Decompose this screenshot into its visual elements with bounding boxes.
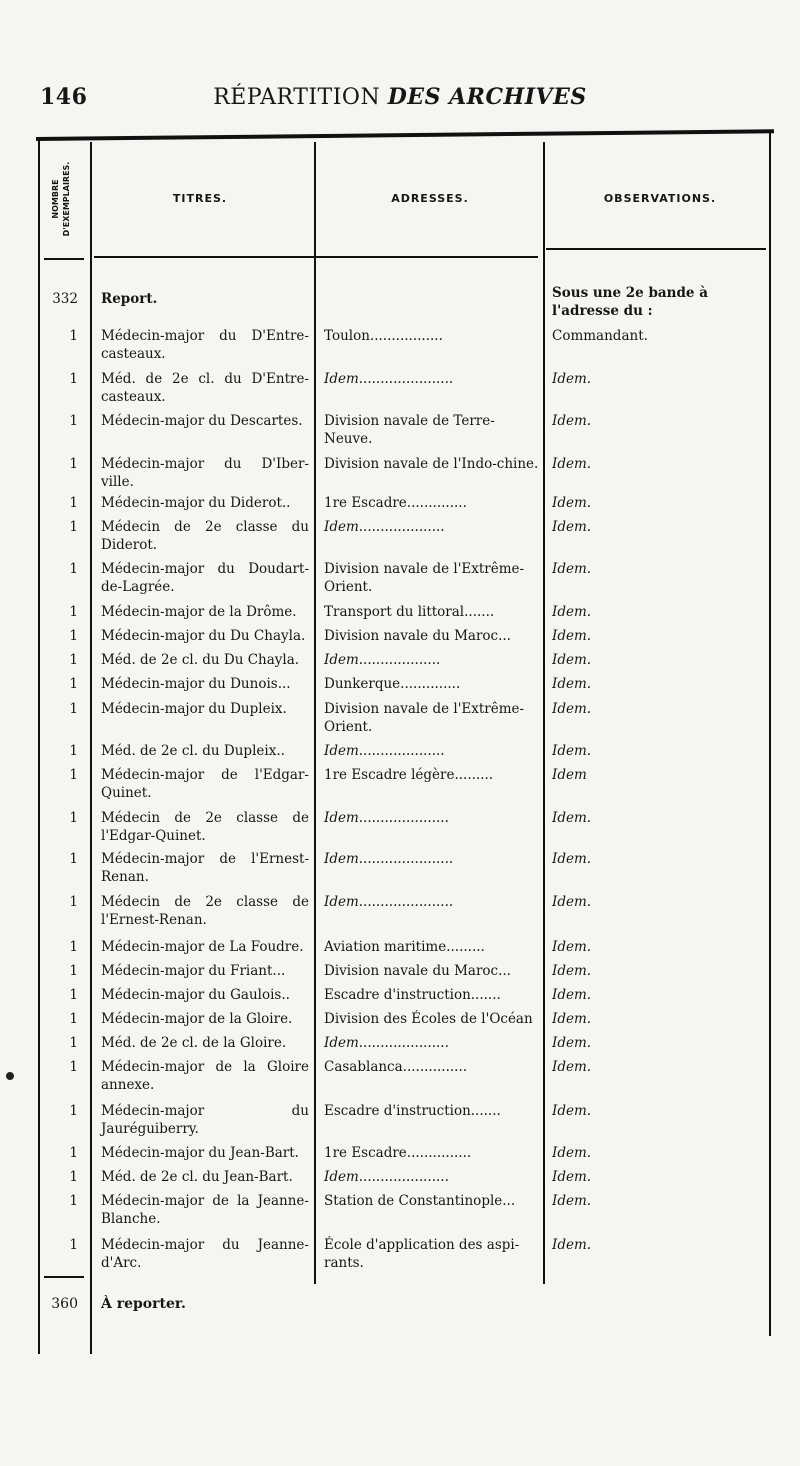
entry-title: Médecin de 2e classe du Diderot. [101, 519, 309, 553]
entry-address: Division navale de l'Indo-chine. [324, 456, 539, 472]
header-rule-main [94, 256, 538, 258]
entry-observation: Idem. [552, 371, 592, 387]
entry-count: 1 [69, 652, 78, 668]
entry-observation: Idem. [552, 851, 592, 867]
entry-title: Médecin-major du Jean-Bart. [101, 1145, 299, 1161]
entry-title: Médecin de 2e classe de l'Ernest-Renan. [101, 894, 309, 928]
entry-count: 1 [69, 413, 78, 429]
ink-spot [6, 1072, 14, 1080]
entry-count: 1 [69, 963, 78, 979]
entry-address: Idem................... [324, 652, 441, 668]
entry-title: Médecin-major du Dupleix. [101, 701, 287, 717]
entry-count: 1 [69, 561, 78, 577]
entry-address: Division navale du Maroc... [324, 963, 511, 979]
entry-count: 1 [69, 851, 78, 867]
entry-address: 1re Escadre............... [324, 1145, 472, 1161]
entry-title: Médecin-major de la Drôme. [101, 604, 297, 620]
entry-title: Médecin-major du Diderot.. [101, 495, 291, 511]
entry-observation: Idem. [552, 1103, 592, 1119]
entry-observation: Idem. [552, 701, 592, 717]
entry-address: Escadre d'instruction....... [324, 987, 501, 1003]
entry-title: Méd. de 2e cl. du Du Chayla. [101, 652, 300, 668]
entry-address: Idem...................... [324, 894, 454, 910]
entry-count: 1 [69, 1237, 78, 1253]
entry-address: Transport du littoral....... [324, 604, 495, 620]
entry-title: Médecin-major de la Jeanne-Blanche. [101, 1193, 309, 1227]
entry-title: Médecin-major de La Foudre. [101, 939, 304, 955]
entry-address: Dunkerque.............. [324, 676, 461, 692]
col-rule-titles [314, 142, 316, 1284]
entry-address: 1re Escadre légère......... [324, 767, 494, 783]
entry-title: Médecin-major du Du Chayla. [101, 628, 306, 644]
entry-title: Médecin-major de l'Edgar-Quinet. [101, 767, 309, 801]
entry-count: 1 [69, 894, 78, 910]
entry-observation: Idem. [552, 676, 592, 692]
header-rule-obs [546, 248, 766, 250]
entry-observation: Idem. [552, 519, 592, 535]
entry-observation: Idem. [552, 561, 592, 577]
entry-count: 1 [69, 1103, 78, 1119]
entry-title: Médecin-major du Descartes. [101, 413, 303, 429]
report-observation: Sous une 2e bande à l'adresse du : [552, 285, 708, 319]
entry-observation: Idem. [552, 810, 592, 826]
entry-address: École d'application des aspi-rants. [324, 1237, 520, 1271]
entry-address: Division navale de l'Extrême-Orient. [324, 701, 525, 735]
entry-observation: Idem [552, 767, 587, 783]
entry-count: 1 [69, 1011, 78, 1027]
entry-count: 1 [69, 1145, 78, 1161]
entry-address: Division navale du Maroc... [324, 628, 511, 644]
entry-count: 1 [69, 743, 78, 759]
entry-address: Division navale de l'Extrême-Orient. [324, 561, 525, 595]
entry-address: Idem..................... [324, 1035, 449, 1051]
entry-observation: Idem. [552, 743, 592, 759]
col-rule-count [90, 142, 92, 1354]
entry-observation: Idem. [552, 604, 592, 620]
entry-count: 1 [69, 1059, 78, 1075]
entry-title: Médecin-major du Jeanne-d'Arc. [101, 1237, 309, 1271]
carry-forward-count: 360 [51, 1296, 78, 1312]
running-title-italic: DES ARCHIVES [387, 84, 587, 110]
count-column-header [50, 146, 90, 252]
count-header-line2: D'EXEMPLAIRES. [62, 161, 71, 237]
entry-address: Station de Constantinople... [324, 1193, 516, 1209]
running-title [0, 84, 800, 110]
entry-address: Idem.................... [324, 743, 445, 759]
entry-observation: Idem. [552, 1193, 592, 1209]
entry-observation: Idem. [552, 628, 592, 644]
entry-title: Médecin-major du Friant... [101, 963, 286, 979]
entry-address: Division navale de Terre-Neuve. [324, 413, 495, 447]
entry-address: Idem.................... [324, 519, 445, 535]
entry-title: Médecin-major de l'Ernest-Renan. [101, 851, 309, 885]
entry-count: 1 [69, 328, 78, 344]
footer-rule-count [44, 1276, 84, 1278]
entry-address: Escadre d'instruction....... [324, 1103, 501, 1119]
running-title-plain: RÉPARTITION [213, 85, 381, 110]
entry-observation: Idem. [552, 495, 592, 511]
page-header [0, 84, 800, 120]
entry-title: Médecin de 2e classe de l'Edgar-Quinet. [101, 810, 309, 844]
report-label: Report. [101, 291, 158, 307]
entry-count: 1 [69, 767, 78, 783]
entry-address: 1re Escadre.............. [324, 495, 467, 511]
entry-count: 1 [69, 628, 78, 644]
table-top-rule [36, 129, 774, 141]
page-number: 146 [40, 84, 88, 110]
entry-title: Méd. de 2e cl. du Dupleix.. [101, 743, 285, 759]
entry-observation: Idem. [552, 1059, 592, 1075]
entry-address: Idem...................... [324, 851, 454, 867]
entry-title: Médecin-major de la Gloire annexe. [101, 1059, 309, 1093]
entry-address: Aviation maritime......... [324, 939, 485, 955]
entry-count: 1 [69, 939, 78, 955]
entry-observation: Idem. [552, 939, 592, 955]
entry-count: 1 [69, 604, 78, 620]
entry-title: Médecin-major du D'Iber-ville. [101, 456, 309, 490]
entry-address: Idem...................... [324, 371, 454, 387]
entry-count: 1 [69, 1193, 78, 1209]
entry-observation: Idem. [552, 652, 592, 668]
entry-observation: Idem. [552, 1035, 592, 1051]
entry-count: 1 [69, 987, 78, 1003]
entry-count: 1 [69, 371, 78, 387]
entry-title: Médecin-major du Doudart-de-Lagrée. [101, 561, 309, 595]
count-header-line1: NOMBRE [51, 179, 60, 219]
entry-observation: Idem. [552, 1237, 592, 1253]
carry-forward-label: À reporter. [101, 1296, 186, 1312]
entry-count: 1 [69, 1035, 78, 1051]
entry-title: Méd. de 2e cl. du D'Entre-casteaux. [101, 371, 309, 405]
entry-count: 1 [69, 701, 78, 717]
report-count: 332 [52, 291, 78, 307]
entry-title: Médecin-major du Jauréguiberry. [101, 1103, 309, 1137]
observations-column-header: OBSERVATIONS. [603, 192, 717, 205]
entry-observation: Idem. [552, 963, 592, 979]
entry-title: Méd. de 2e cl. du Jean-Bart. [101, 1169, 293, 1185]
entry-observation: Idem. [552, 1145, 592, 1161]
addresses-column-header: ADRESSES. [391, 192, 469, 205]
col-rule-right [769, 132, 771, 1336]
entry-address: Idem..................... [324, 1169, 449, 1185]
col-rule-addresses [543, 142, 545, 1284]
entry-observation: Idem. [552, 1169, 592, 1185]
entry-count: 1 [69, 456, 78, 472]
titles-column-header: TITRES. [172, 192, 228, 205]
entry-count: 1 [69, 676, 78, 692]
entry-title: Médecin-major de la Gloire. [101, 1011, 293, 1027]
entry-observation: Idem. [552, 1011, 592, 1027]
entry-address: Toulon................. [324, 328, 443, 344]
entry-address: Casablanca............... [324, 1059, 468, 1075]
entry-observation: Idem. [552, 987, 592, 1003]
header-rule-count [44, 258, 84, 260]
entry-count: 1 [69, 495, 78, 511]
entry-title: Méd. de 2e cl. de la Gloire. [101, 1035, 287, 1051]
entry-count: 1 [69, 810, 78, 826]
entry-count: 1 [69, 519, 78, 535]
entry-title: Médecin-major du Dunois... [101, 676, 291, 692]
entry-count: 1 [69, 1169, 78, 1185]
entry-address: Division des Écoles de l'Océan [324, 1011, 533, 1027]
entry-observation: Idem. [552, 894, 592, 910]
entry-observation: Idem. [552, 413, 592, 429]
entry-title: Médecin-major du D'Entre-casteaux. [101, 328, 309, 362]
entry-address: Idem..................... [324, 810, 449, 826]
entry-title: Médecin-major du Gaulois.. [101, 987, 290, 1003]
entry-observation: Idem. [552, 456, 592, 472]
entry-observation: Commandant. [552, 328, 648, 344]
